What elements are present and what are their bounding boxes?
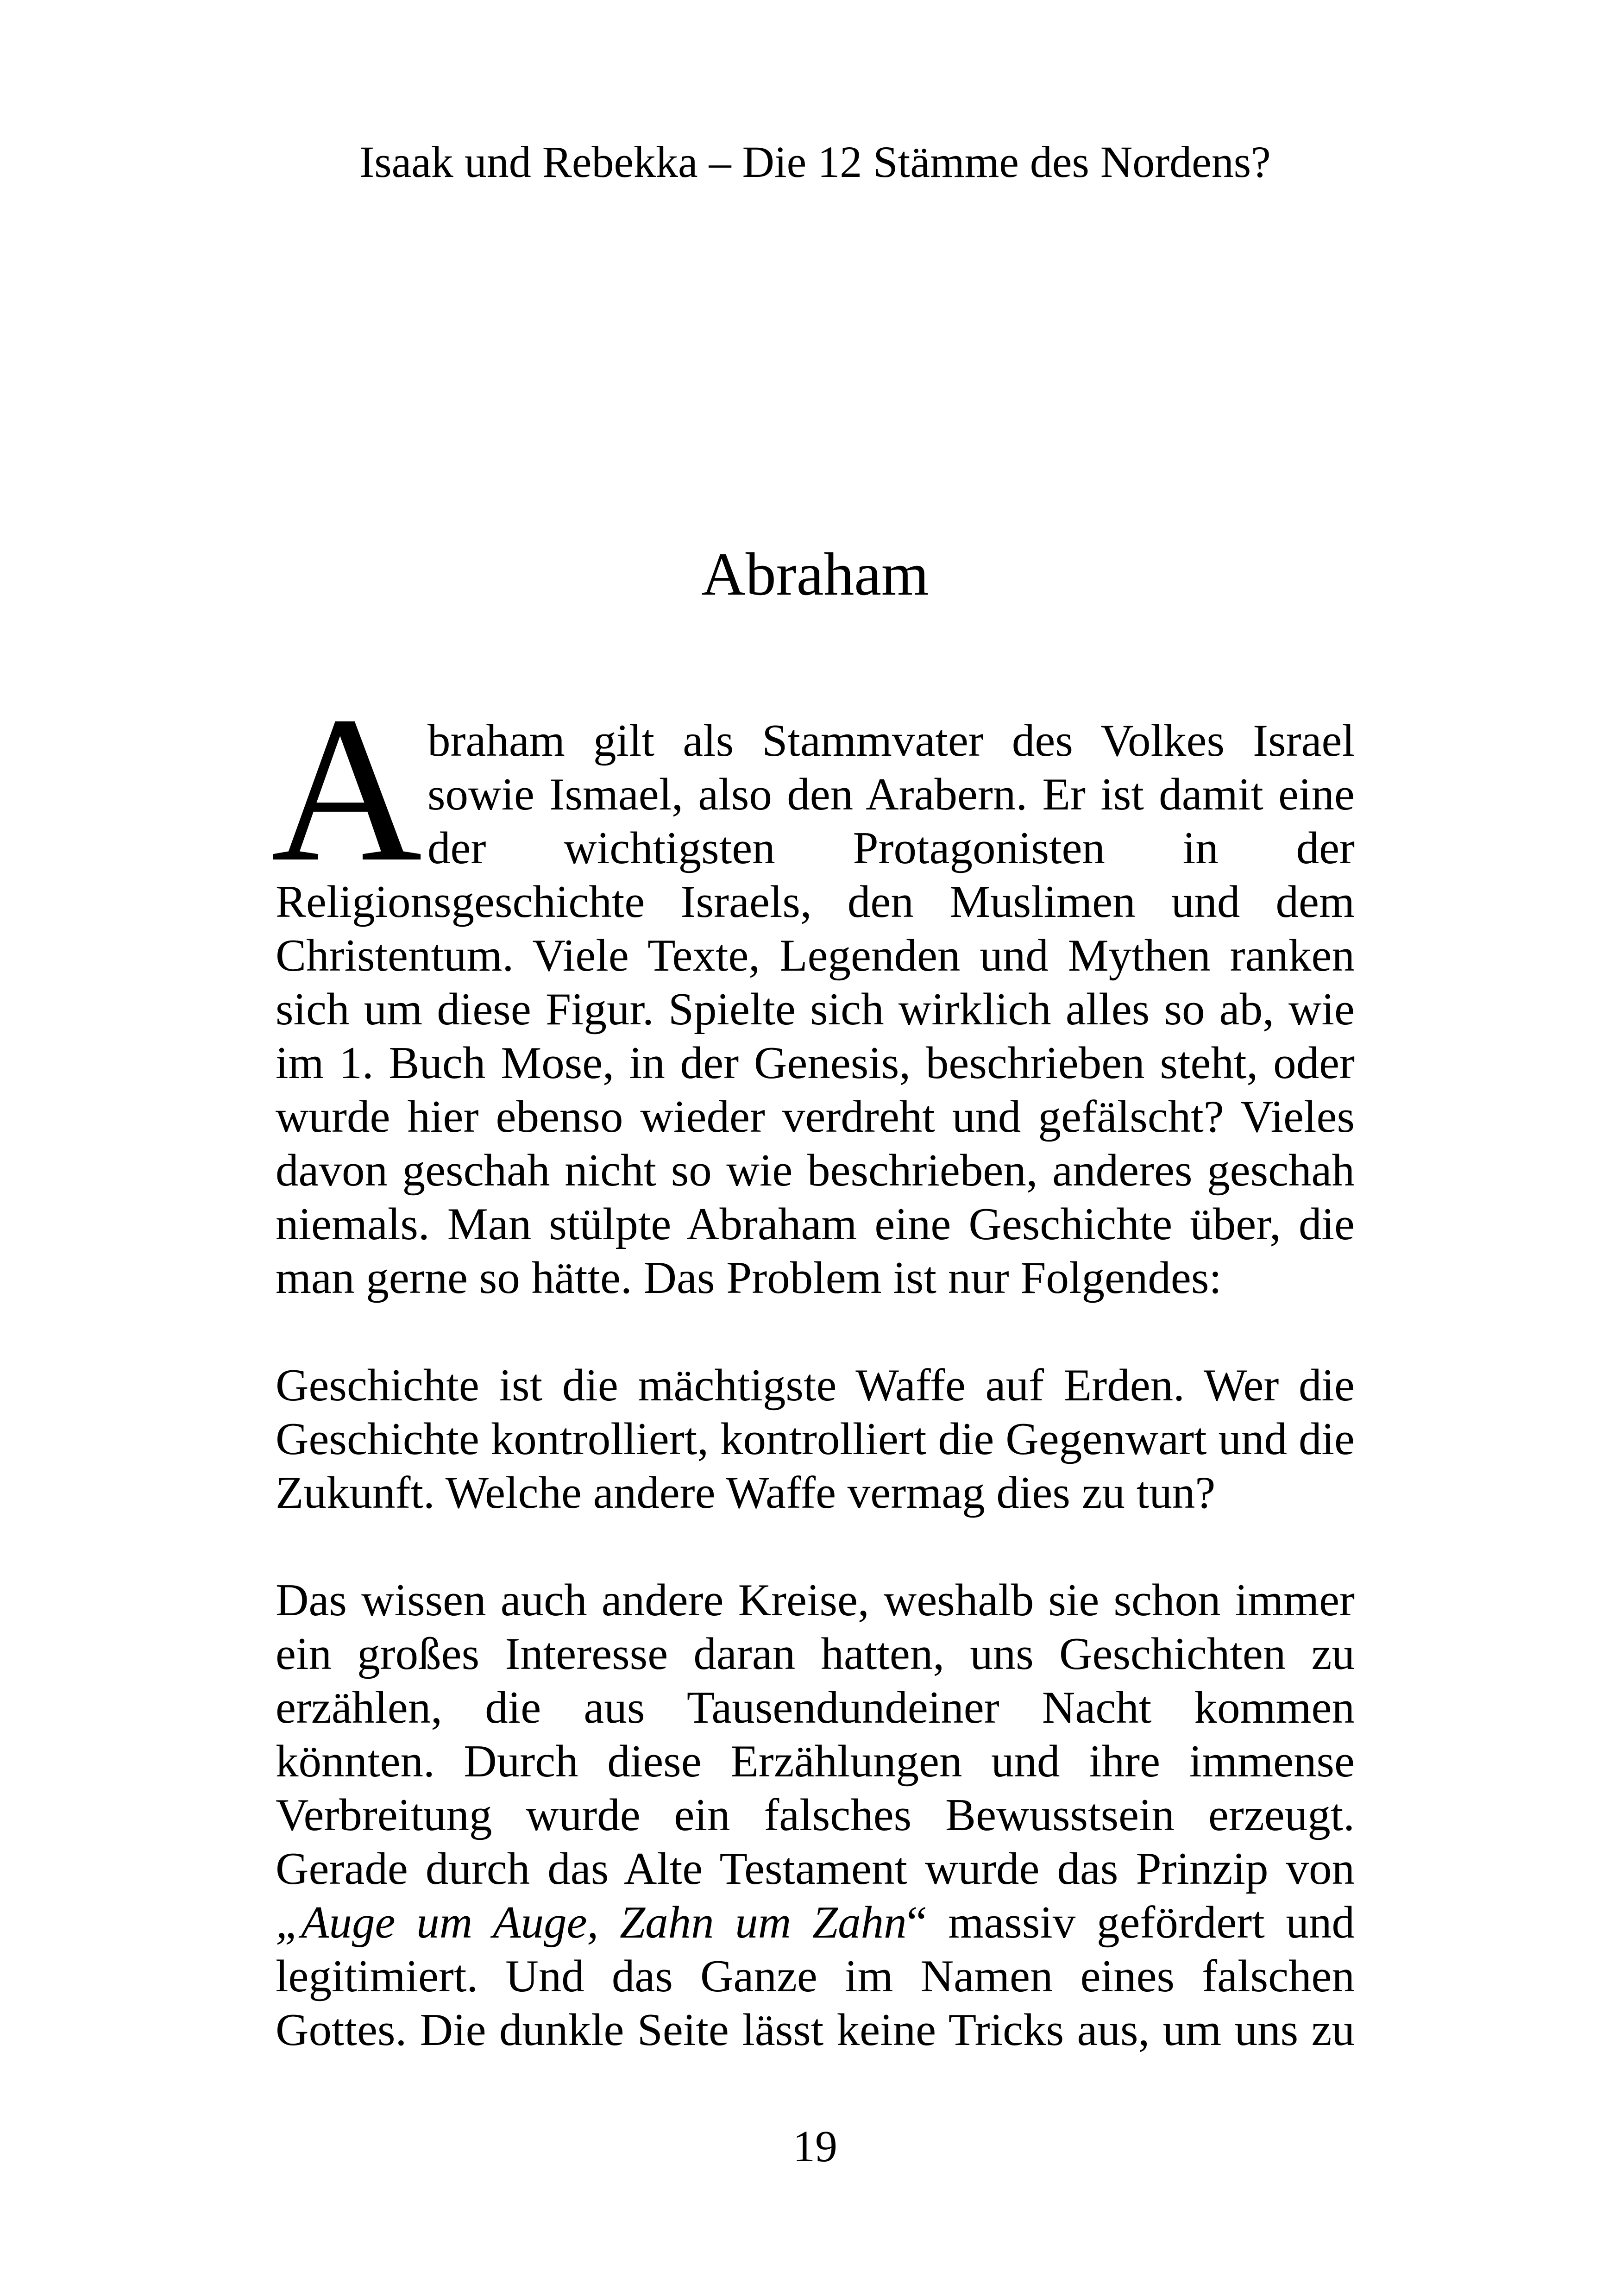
italic-quote: „Auge um Auge, Zahn um Zahn — [276, 1897, 907, 1948]
body-text — [276, 714, 1355, 2057]
drop-cap: A — [271, 673, 422, 905]
text-line: davon geschah nicht so wie beschrieben, anderes geschah — [276, 1145, 1355, 1196]
page-number: 19 — [793, 2121, 837, 2171]
text-line: Religionsgeschichte Israels, den Muslimen und dem — [276, 877, 1355, 927]
text-line: Gerade durch das Alte Testament wurde das Prinzip von — [276, 1844, 1355, 1894]
running-head: Isaak und Rebekka – Die 12 Stämme des Nordens? — [359, 137, 1271, 187]
text-line: Zukunft. Welche andere Waffe vermag dies zu tun? — [276, 1468, 1216, 1518]
text-line: niemals. Man stülpte Abraham eine Geschichte über, die — [276, 1199, 1355, 1249]
text-line: wurde hier ebenso wieder verdreht und gefälscht? Vieles — [276, 1092, 1355, 1142]
text-line: Verbreitung wurde ein falsches Bewusstsein erzeugt. — [276, 1790, 1355, 1840]
paragraph-gap — [276, 1520, 1355, 1574]
text-line: sich um diese Figur. Spielte sich wirklich alles so ab, wie — [276, 984, 1355, 1035]
text-line: der wichtigsten Protagonisten in der — [427, 823, 1355, 873]
text-line — [276, 1896, 1355, 1950]
text-line: legitimiert. Und das Ganze im Namen eines falschen — [276, 1951, 1355, 2001]
text-line: man gerne so hätte. Das Problem ist nur Folgendes: — [276, 1253, 1222, 1303]
text-line: im 1. Buch Mose, in der Genesis, beschrieben steht, oder — [276, 1038, 1355, 1088]
text-line: Gottes. Die dunkle Seite lässt keine Tricks aus, um uns zu — [276, 2005, 1355, 2055]
chapter-title: Abraham — [701, 540, 929, 608]
text-line: könnten. Durch diese Erzählungen und ihre immense — [276, 1736, 1355, 1787]
text-line: braham gilt als Stammvater des Volkes Israel — [427, 715, 1355, 766]
text-line: erzählen, die aus Tausendundeiner Nacht kommen — [276, 1682, 1355, 1733]
text-line: sowie Ismael, also den Arabern. Er ist damit eine — [427, 769, 1355, 820]
text-line: Geschichte ist die mächtigste Waffe auf Erden. Wer die — [276, 1360, 1355, 1411]
text-line: ein großes Interesse daran hatten, uns Geschichten zu — [276, 1629, 1355, 1679]
text-line: Das wissen auch andere Kreise, weshalb sie schon immer — [276, 1575, 1355, 1625]
text-line: Geschichte kontrolliert, kontrolliert die Gegenwart und die — [276, 1414, 1355, 1464]
paragraph-gap — [276, 1305, 1355, 1359]
text-line: Christentum. Viele Texte, Legenden und Mythen ranken — [276, 930, 1355, 981]
text-span: “ massiv gefördert und — [906, 1897, 1355, 1948]
